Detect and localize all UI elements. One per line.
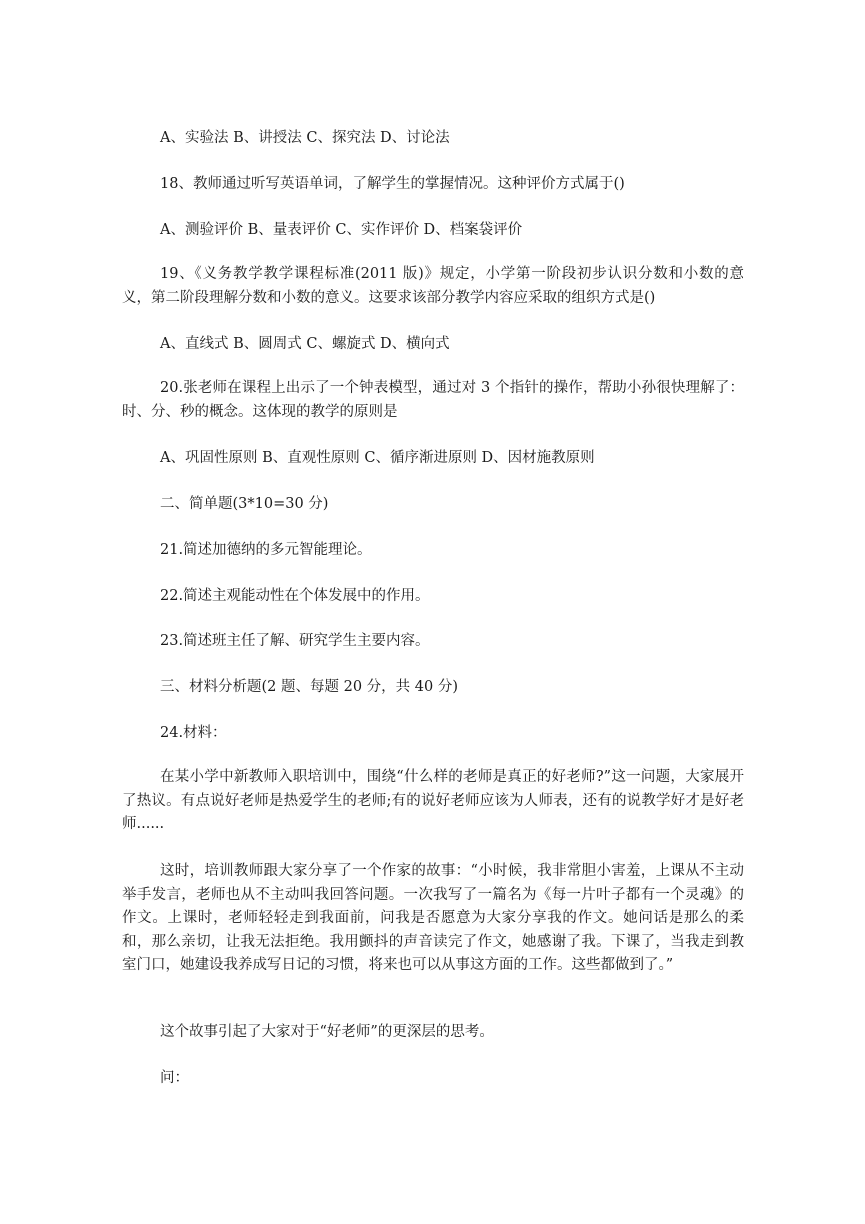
question-21: 21.简述加德纳的多元智能理论。 [160, 542, 372, 558]
question-23: 23.简述班主任了解、研究学生主要内容。 [160, 633, 430, 649]
q17-options: A、实验法 B、讲授法 C、探究法 D、讨论法 [160, 130, 450, 146]
q20-options: A、巩固性原则 B、直观性原则 C、循序渐进原则 D、因材施教原则 [160, 450, 595, 466]
q18-stem: 18、教师通过听写英语单词，了解学生的掌握情况。这种评价方式属于() [160, 176, 625, 192]
question-prompt-label: 问： [160, 1070, 189, 1086]
material-paragraph-2: 这时，培训教师跟大家分享了一个作家的故事：“小时候，我非常胆小害羞，上课从不主动举手发言，老师也从不主动叫我回答问题。一次我写了一篇名为《每一片叶子都有一个灵魂》的作文。上课时，老师轻轻走到我面前，问我是否愿意为大家分享我的作文。她问话是那么的柔和，那么亲切，让我无法拒绝。我用颤抖的声音读完了作文，她感谢了我。下课了，当我走到教室门口，她建设我养成写日记的习惯，将来也可以从事这方面的工作。这些都做到了。” [122, 863, 744, 973]
q18-options: A、测验评价 B、量表评价 C、实作评价 D、档案袋评价 [160, 222, 523, 238]
question-22: 22.简述主观能动性在个体发展中的作用。 [160, 588, 430, 604]
section-3-heading: 三、材料分析题(2 题、每题 20 分，共 40 分) [160, 679, 458, 695]
material-paragraph-1: 在某小学中新教师入职培训中，围绕“什么样的老师是真正的好老师?”这一问题，大家展开了热议。有点说好老师是热爱学生的老师;有的说好老师应该为人师表，还有的说教学好才是好老师...... [122, 769, 744, 832]
section-2-heading: 二、简单题(3*10=30 分) [160, 496, 329, 512]
material-paragraph-3: 这个故事引起了大家对于“好老师”的更深层的思考。 [160, 1024, 494, 1040]
question-24-label: 24.材料： [160, 725, 227, 741]
q19-options: A、直线式 B、圆周式 C、螺旋式 D、横向式 [160, 336, 450, 352]
q19-stem: 19、《义务教学教学课程标准(2011 版)》规定，小学第一阶段初步认识分数和小数的意义，第二阶段理解分数和小数的意义。这要求该部分教学内容应采取的组织方式是() [122, 266, 744, 306]
q20-stem: 20.张老师在课程上出示了一个钟表模型，通过对 3 个指针的操作，帮助小孙很快理解了：时、分、秒的概念。这体现的教学的原则是 [122, 380, 744, 420]
